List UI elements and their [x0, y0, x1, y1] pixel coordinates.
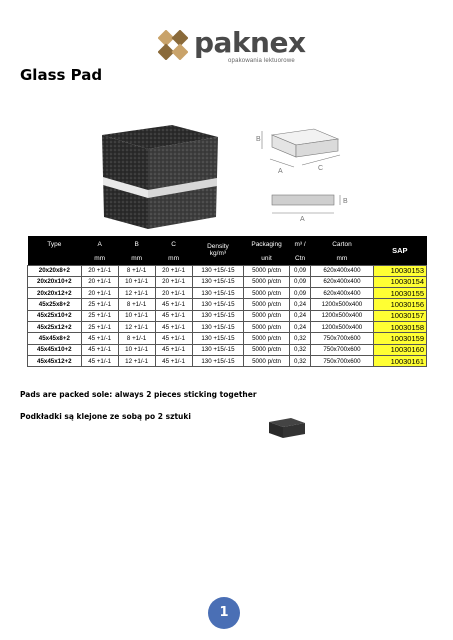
- product-photo: [94, 113, 226, 239]
- cell-type: 45x25x8+2: [28, 299, 82, 310]
- cell-packaging: 5000 p/ctn: [244, 355, 290, 366]
- table-row: [28, 355, 427, 366]
- cell-density: 130 +15/-15: [192, 276, 244, 287]
- cell-packaging: 5000 p/ctn: [244, 299, 290, 310]
- cell-m3: 0,24: [289, 310, 310, 321]
- cell-m3: 0,09: [289, 276, 310, 287]
- cell-c: 45 +1/-1: [155, 310, 192, 321]
- cell-packaging: 5000 p/ctn: [244, 276, 290, 287]
- header-sap: SAP: [373, 236, 426, 265]
- cell-type: 45x25x10+2: [28, 310, 82, 321]
- cell-carton: 620x400x400: [311, 276, 373, 287]
- subheader-type: [28, 252, 82, 265]
- cell-carton: 1200x500x400: [311, 310, 373, 321]
- cell-a: 20 +1/-1: [81, 265, 118, 276]
- table-row: [28, 344, 427, 355]
- cell-c: 45 +1/-1: [155, 344, 192, 355]
- cell-m3: 0,32: [289, 344, 310, 355]
- cell-b: 10 +1/-1: [118, 344, 155, 355]
- table-row: [28, 288, 427, 299]
- cell-b: 10 +1/-1: [118, 310, 155, 321]
- cell-density: 130 +15/-15: [192, 310, 244, 321]
- cell-type: 45x25x12+2: [28, 321, 82, 332]
- cell-sap: 10030160: [373, 344, 426, 355]
- cell-type: 45x45x10+2: [28, 344, 82, 355]
- cell-carton: 750x700x600: [311, 333, 373, 344]
- cell-density: 130 +15/-15: [192, 355, 244, 366]
- cell-a: 25 +1/-1: [81, 299, 118, 310]
- cell-m3: 0,32: [289, 355, 310, 366]
- cell-carton: 750x700x600: [311, 355, 373, 366]
- cell-packaging: 5000 p/ctn: [244, 344, 290, 355]
- cell-m3: 0,09: [289, 265, 310, 276]
- page-title: Glass Pad: [20, 66, 103, 84]
- cell-a: 25 +1/-1: [81, 310, 118, 321]
- cell-a: 45 +1/-1: [81, 355, 118, 366]
- table-row: [28, 265, 427, 276]
- cell-sap: 10030156: [373, 299, 426, 310]
- header-carton: Carton: [311, 236, 373, 252]
- pad-thumbnail: [267, 416, 307, 440]
- cell-a: 45 +1/-1: [81, 333, 118, 344]
- subheader-packaging: unit: [244, 252, 290, 265]
- drawing-label-side-b: B: [343, 198, 348, 205]
- page-number-badge: 1: [208, 597, 240, 629]
- subheader-b: mm: [118, 252, 155, 265]
- cell-a: 20 +1/-1: [81, 276, 118, 287]
- subheader-a: mm: [81, 252, 118, 265]
- cell-c: 45 +1/-1: [155, 321, 192, 332]
- cell-carton: 1200x500x400: [311, 299, 373, 310]
- brand-tagline: opakowania lektuorowe: [228, 58, 295, 64]
- drawing-label-b: B: [256, 136, 261, 143]
- cell-b: 8 +1/-1: [118, 299, 155, 310]
- cell-density: 130 +15/-15: [192, 299, 244, 310]
- cell-sap: 10030157: [373, 310, 426, 321]
- table-row: [28, 333, 427, 344]
- spec-table: [27, 236, 427, 367]
- cell-sap: 10030153: [373, 265, 426, 276]
- cell-c: 20 +1/-1: [155, 276, 192, 287]
- cell-m3: 0,24: [289, 299, 310, 310]
- header-packaging: Packaging: [244, 236, 290, 252]
- cell-a: 45 +1/-1: [81, 344, 118, 355]
- cell-type: 20x20x12+2: [28, 288, 82, 299]
- cell-type: 45x45x8+2: [28, 333, 82, 344]
- cell-a: 20 +1/-1: [81, 288, 118, 299]
- cell-b: 8 +1/-1: [118, 265, 155, 276]
- drawing-label-c: C: [318, 165, 324, 172]
- cell-density: 130 +15/-15: [192, 265, 244, 276]
- table-row: [28, 321, 427, 332]
- cell-type: 45x45x12+2: [28, 355, 82, 366]
- brand-name: paknex: [194, 26, 306, 59]
- cell-m3: 0,32: [289, 333, 310, 344]
- cell-sap: 10030159: [373, 333, 426, 344]
- cell-c: 20 +1/-1: [155, 288, 192, 299]
- cell-sap: 10030154: [373, 276, 426, 287]
- cell-m3: 0,24: [289, 321, 310, 332]
- cell-b: 12 +1/-1: [118, 288, 155, 299]
- cell-sap: 10030161: [373, 355, 426, 366]
- drawing-label-a: A: [278, 168, 283, 175]
- brand-logo: [158, 26, 318, 70]
- cell-b: 12 +1/-1: [118, 321, 155, 332]
- note-polish: Podkładki są klejone ze sobą po 2 sztuki: [20, 412, 191, 421]
- cell-carton: 620x400x400: [311, 265, 373, 276]
- cell-packaging: 5000 p/ctn: [244, 333, 290, 344]
- dimension-drawing: [252, 125, 352, 225]
- cell-packaging: 5000 p/ctn: [244, 310, 290, 321]
- header-a: A: [81, 236, 118, 252]
- header-b: B: [118, 236, 155, 252]
- subheader-carton: mm: [311, 252, 373, 265]
- header-density-unit: kg/m³: [209, 250, 227, 258]
- cell-m3: 0,09: [289, 288, 310, 299]
- header-m3: m³ /: [289, 236, 310, 252]
- cell-density: 130 +15/-15: [192, 344, 244, 355]
- cell-c: 45 +1/-1: [155, 299, 192, 310]
- header-density-label: Density: [207, 243, 229, 251]
- paknex-logo-icon: [158, 30, 188, 60]
- cell-c: 45 +1/-1: [155, 355, 192, 366]
- cell-density: 130 +15/-15: [192, 333, 244, 344]
- subheader-c: mm: [155, 252, 192, 265]
- cell-b: 10 +1/-1: [118, 276, 155, 287]
- cell-carton: 620x400x400: [311, 288, 373, 299]
- cell-density: 130 +15/-15: [192, 321, 244, 332]
- cell-carton: 1200x500x400: [311, 321, 373, 332]
- cell-b: 8 +1/-1: [118, 333, 155, 344]
- cell-c: 45 +1/-1: [155, 333, 192, 344]
- cell-c: 20 +1/-1: [155, 265, 192, 276]
- subheader-m3: Ctn: [289, 252, 310, 265]
- cell-packaging: 5000 p/ctn: [244, 288, 290, 299]
- cell-a: 25 +1/-1: [81, 321, 118, 332]
- cell-density: 130 +15/-15: [192, 288, 244, 299]
- cell-carton: 750x700x600: [311, 344, 373, 355]
- header-density: [192, 236, 244, 265]
- header-type: Type: [28, 236, 82, 252]
- table-row: [28, 310, 427, 321]
- cell-sap: 10030158: [373, 321, 426, 332]
- cell-sap: 10030155: [373, 288, 426, 299]
- cell-packaging: 5000 p/ctn: [244, 321, 290, 332]
- cell-b: 12 +1/-1: [118, 355, 155, 366]
- cell-packaging: 5000 p/ctn: [244, 265, 290, 276]
- header-c: C: [155, 236, 192, 252]
- table-row: [28, 276, 427, 287]
- table-row: [28, 299, 427, 310]
- cell-type: 20x20x8+2: [28, 265, 82, 276]
- drawing-label-side-a: A: [300, 216, 305, 223]
- note-english: Pads are packed sole: always 2 pieces sticking together: [20, 390, 257, 399]
- cell-type: 20x20x10+2: [28, 276, 82, 287]
